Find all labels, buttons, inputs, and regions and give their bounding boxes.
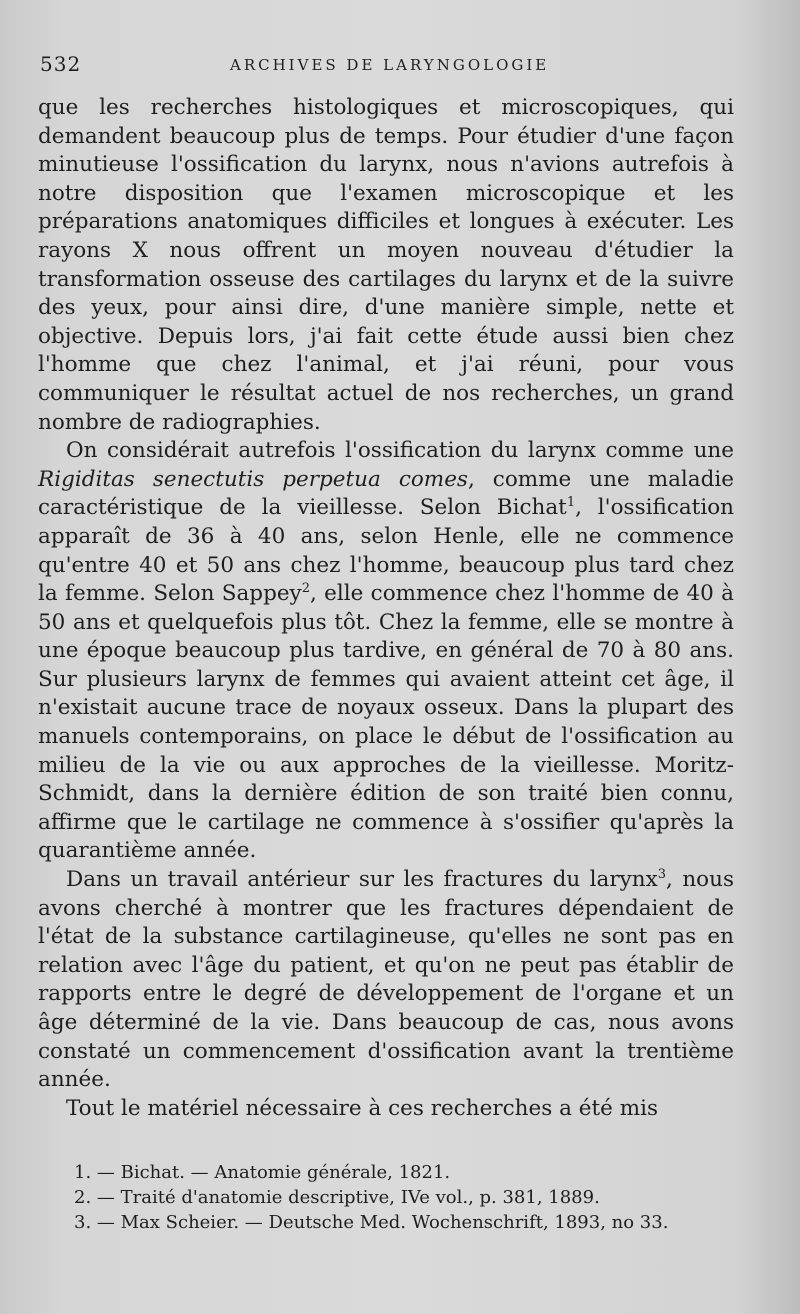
paragraph-3 <box>38 866 734 1095</box>
latin-phrase: Rigiditas senectutis perpetua comes <box>38 466 468 492</box>
body-text <box>38 94 734 1123</box>
paragraph-3-part-a: Dans un travail antérieur sur les fractures du larynx <box>66 867 658 893</box>
paragraph-2-part-d: , elle commence chez l'homme de 40 à 50 ans et quelquefois plus tôt. Chez la femme, elle se montre à une époque beaucoup plus tardive, en général de 70 à 80 ans. Sur plusieurs larynx de femmes qui avaient atteint cet âge, il n'existait aucune trace de noyaux osseux. Dans la plupart des manuels contemporains, on place le début de l'ossification au milieu de la vie ou aux approches de la vieillesse. Moritz-Schmidt, dans la dernière édition de son traité bien connu, affirme que le cartilage ne commence à s'ossifier qu'après la quarantième année. <box>38 581 734 864</box>
paragraph-2-part-c: , l'ossification apparaît de 36 à 40 ans, selon Henle, elle ne commence qu'entre 40 et 50 ans chez l'homme, beaucoup plus tard chez la femme. Selon Sappey <box>38 495 734 607</box>
footnote-ref-3: 3 <box>657 866 667 882</box>
paragraph-2 <box>38 437 734 866</box>
paragraph-2-part-b: , comme une maladie caractéristique de la vieillesse. Selon Bichat <box>38 466 734 521</box>
paragraph-1: que les recherches histologiques et microscopiques, qui demandent beaucoup plus de temps. Pour étudier d'une façon minutieuse l'ossification du larynx, nous n'avions autrefois à notre disposition que l'examen microscopique et les préparations anatomiques difficiles et longues à exécuter. Les rayons X nous offrent un moyen nouveau d'étudier la transformation osseuse des cartilages du larynx et de la suivre des yeux, pour ainsi dire, d'une manière simple, nette et objective. Depuis lors, j'ai fait cette étude aussi bien chez l'homme que chez l'animal, et j'ai réuni, pour vous communiquer le résultat actuel de nos recherches, un grand nombre de radiographies. <box>38 95 734 435</box>
footnote-2: 2. — Traité d'anatomie descriptive, IVe vol., p. 381, 1889. <box>74 1187 600 1208</box>
paragraph-3-part-b: , nous avons cherché à montrer que les fractures dépendaient de l'état de la substance cartilagineuse, qu'elles ne sont pas en relation avec l'âge du patient, et qu'on ne peut pas établir de rapports entre le degré de développement de l'organe et un âge déterminé de la vie. Dans beaucoup de cas, nous avons constaté un commencement d'ossification avant la trentième année. <box>38 867 734 1093</box>
footnote-ref-2: 2 <box>301 580 310 596</box>
footnote-1: 1. — Bichat. — Anatomie générale, 1821. <box>74 1162 451 1183</box>
footnote-ref-1: 1 <box>566 495 576 511</box>
footnotes <box>74 1160 754 1235</box>
page-number: 532 <box>40 52 82 76</box>
page-header <box>40 52 740 76</box>
paragraph-4: Tout le matériel nécessaire à ces recherches a été mis <box>66 1095 658 1121</box>
running-title: ARCHIVES DE LARYNGOLOGIE <box>230 56 550 74</box>
paragraph-2-part-a: On considérait autrefois l'ossification du larynx comme une <box>66 438 734 464</box>
footnote-3: 3. — Max Scheier. — Deutsche Med. Wochenschrift, 1893, no 33. <box>74 1212 669 1233</box>
